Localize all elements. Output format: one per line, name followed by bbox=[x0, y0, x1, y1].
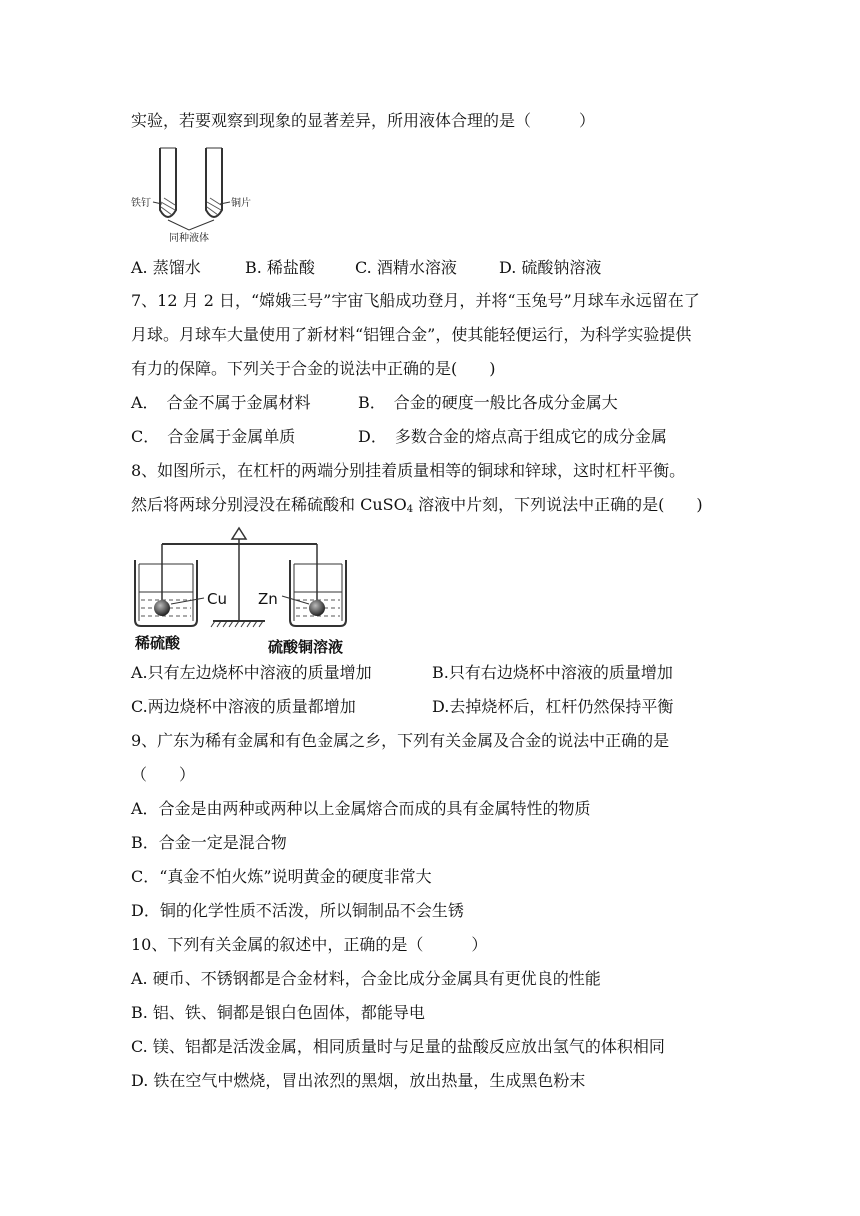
q10-option-b[interactable]: B. 铝、铁、铜都是银白色固体，都能导电 bbox=[131, 1003, 425, 1022]
q8-zn-label: Zn bbox=[258, 590, 278, 608]
q8-option-d[interactable]: D.去掉烧杯后，杠杆仍然保持平衡 bbox=[432, 697, 674, 716]
q8-lever-figure bbox=[131, 524, 361, 656]
q6-iron-nail-label: 铁钉 bbox=[131, 198, 151, 209]
q10-option-d[interactable]: D. 铁在空气中燃烧，冒出浓烈的黑烟，放出热量，生成黑色粉末 bbox=[131, 1071, 586, 1090]
q7-option-c[interactable]: C． 合金属于金属单质 bbox=[131, 427, 296, 446]
q7-stem-line-3: 有力的保障。下列关于合金的说法中正确的是( ) bbox=[131, 359, 496, 378]
q8-option-b[interactable]: B.只有右边烧杯中溶液的质量增加 bbox=[432, 663, 673, 682]
q6-copper-sheet-label: 铜片 bbox=[231, 198, 251, 209]
q7-option-b[interactable]: B． 合金的硬度一般比各成分金属大 bbox=[358, 393, 618, 412]
q8-option-c[interactable]: C.两边烧杯中溶液的质量都增加 bbox=[131, 697, 356, 716]
q9-option-d[interactable]: D．铜的化学性质不活泼，所以铜制品不会生锈 bbox=[131, 901, 464, 920]
q9-option-b[interactable]: B．合金一定是混合物 bbox=[131, 833, 287, 852]
q9-option-a[interactable]: A．合金是由两种或两种以上金属熔合而成的具有金属特性的物质 bbox=[131, 799, 591, 818]
q7-stem-line-1: 7、12 月 2 日，“嫦娥三号”宇宙飞船成功登月，并将“玉兔号”月球车永远留在了 bbox=[131, 291, 700, 310]
q6-test-tube-figure bbox=[131, 144, 251, 244]
q8-option-a[interactable]: A.只有左边烧杯中溶液的质量增加 bbox=[131, 663, 372, 682]
q6-option-b[interactable]: B. 稀盐酸 bbox=[245, 258, 315, 277]
q6-option-d[interactable]: D. 硫酸钠溶液 bbox=[499, 258, 602, 277]
q7-option-d[interactable]: D． 多数合金的熔点高于组成它的成分金属 bbox=[358, 427, 667, 446]
q8-stem-line-2: 然后将两球分别浸没在稀硫酸和 CuSO$_4$ 溶液中片刻，下列说法中正确的是( ) bbox=[131, 495, 703, 515]
q6-option-a[interactable]: A. 蒸馏水 bbox=[131, 258, 201, 277]
q8-stem-line-1: 8、如图所示，在杠杆的两端分别挂着质量相等的铜球和锌球，这时杠杆平衡。 bbox=[131, 461, 686, 480]
q9-option-c[interactable]: C．“真金不怕火炼”说明黄金的硬度非常大 bbox=[131, 867, 432, 886]
q7-option-a[interactable]: A． 合金不属于金属材料 bbox=[131, 393, 311, 412]
q9-stem-line-1: 9、广东为稀有金属和有色金属之乡，下列有关金属及合金的说法中正确的是 bbox=[131, 731, 670, 750]
q10-stem: 10、下列有关金属的叙述中，正确的是（ ） bbox=[131, 935, 488, 954]
q6-stem: 实验，若要观察到现象的显著差异，所用液体合理的是（ ） bbox=[131, 111, 596, 130]
q8-cu-label: Cu bbox=[207, 590, 227, 608]
q9-stem-line-2: （ ） bbox=[131, 765, 196, 784]
q10-option-c[interactable]: C. 镁、铝都是活泼金属，相同质量时与足量的盐酸反应放出氢气的体积相同 bbox=[131, 1037, 665, 1056]
q10-option-a[interactable]: A. 硬币、不锈钢都是合金材料，合金比成分金属具有更优良的性能 bbox=[131, 969, 601, 988]
q7-stem-line-2: 月球。月球车大量使用了新材料“铝锂合金”，使其能轻便运行，为科学实验提供 bbox=[131, 325, 692, 344]
q8-left-beaker-label: 稀硫酸 bbox=[135, 634, 181, 652]
q6-liquid-label: 同种液体 bbox=[169, 233, 209, 244]
q6-option-c[interactable]: C. 酒精水溶液 bbox=[355, 258, 457, 277]
q8-right-beaker-label: 硫酸铜溶液 bbox=[268, 638, 344, 656]
